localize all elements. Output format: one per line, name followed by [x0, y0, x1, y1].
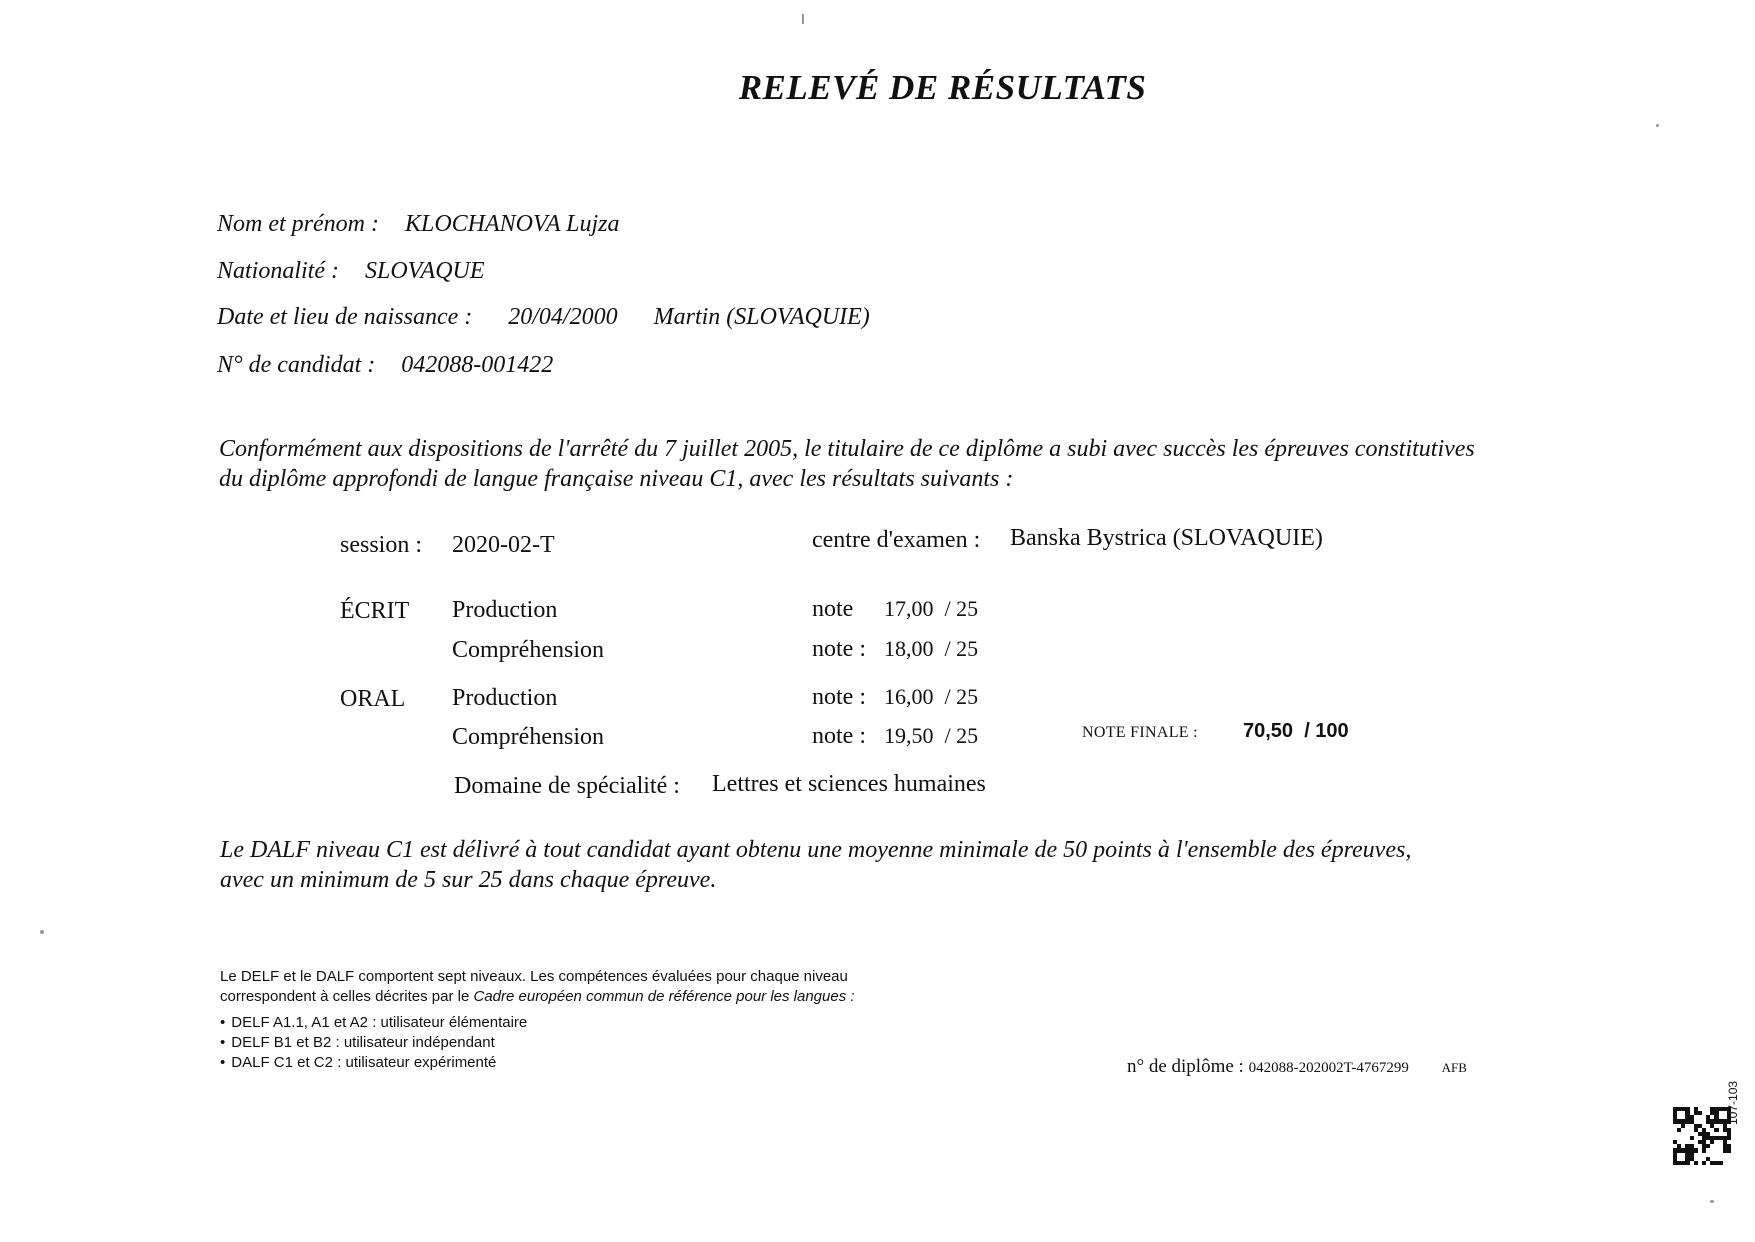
final-score-label: NOTE FINALE : [1082, 724, 1198, 741]
oral-production-score [884, 684, 978, 710]
scan-speck [40, 930, 44, 934]
cefr-reference: Cadre européen commun de référence pour les langues : [473, 988, 855, 1005]
levels-footer [220, 967, 855, 1073]
level-item: • DELF B1 et B2 : utilisateur indépendant [220, 1033, 855, 1053]
score-max: / 25 [944, 636, 979, 661]
score-value: 17,00 [884, 596, 934, 621]
session-value: 2020-02-T [452, 532, 555, 558]
qr-code-icon [1673, 1107, 1731, 1165]
vertical-code: 107-103 [1726, 1080, 1740, 1125]
birth-row [217, 304, 870, 331]
level-item: • DALF C1 et C2 : utilisateur expérimenté [220, 1053, 855, 1073]
intro-line-1: Conformément aux dispositions de l'arrêté du 7 juillet 2005, le titulaire de ce diplôme a subi avec succès les épreuves constitutives [219, 436, 1475, 462]
score-value: 18,00 [884, 636, 934, 661]
footer-line-2-text: correspondent à celles décrites par le [220, 988, 470, 1005]
level-item: • DELF A1.1, A1 et A2 : utilisateur élémentaire [220, 1013, 855, 1033]
final-score-value: 70,50 [1243, 720, 1294, 742]
candidate-number-label: N° de candidat : [217, 352, 376, 378]
exam-center-value: Banska Bystrica (SLOVAQUIE) [1010, 525, 1323, 551]
rule-line-1: Le DALF niveau C1 est délivré à tout candidat ayant obtenu une moyenne minimale de 50 points à l'ensemble des épreuves, [220, 837, 1412, 863]
qr-module [1727, 1161, 1731, 1165]
oral-production-skill: Production [452, 685, 558, 711]
ecrit-comprehension-skill: Compréhension [452, 637, 604, 663]
final-score-max: / 100 [1304, 720, 1349, 742]
score-value: 19,50 [884, 723, 934, 748]
score-max: / 25 [944, 723, 979, 748]
ecrit-production-score [884, 596, 978, 622]
exam-center-label: centre d'examen : [812, 527, 981, 553]
nationality-row [217, 258, 485, 285]
ecrit-comprehension-note-label: note : [812, 636, 866, 662]
candidate-number-value: 042088-001422 [401, 352, 554, 378]
intro-line-2: du diplôme approfondi de langue française niveau C1, avec les résultats suivants : [219, 466, 1014, 492]
levels-list [220, 1013, 855, 1073]
ecrit-production-note-label: note [812, 596, 854, 622]
rule-line-2: avec un minimum de 5 sur 25 dans chaque épreuve. [220, 867, 717, 893]
final-score [1243, 720, 1349, 743]
oral-comprehension-note-label: note : [812, 723, 866, 749]
nationality-value: SLOVAQUE [365, 258, 485, 284]
session-label: session : [340, 532, 423, 558]
footer-line-2 [220, 987, 855, 1007]
score-max: / 25 [944, 596, 979, 621]
diploma-number: 042088-202002T-4767299 [1248, 1060, 1409, 1076]
ecrit-comprehension-score [884, 636, 978, 662]
name-row [217, 211, 619, 238]
score-max: / 25 [944, 684, 979, 709]
rule-paragraph [220, 835, 1411, 895]
birth-label: Date et lieu de naissance : [217, 304, 473, 330]
name-label: Nom et prénom : [217, 211, 379, 237]
ecrit-production-skill: Production [452, 597, 558, 623]
oral-label: ORAL [340, 686, 406, 712]
diploma-number-row [1127, 1056, 1467, 1078]
footer-line-1: Le DELF et le DALF comportent sept niveaux. Les compétences évaluées pour chaque niveau [220, 968, 848, 985]
oral-production-note-label: note : [812, 684, 866, 710]
score-value: 16,00 [884, 684, 934, 709]
diploma-label: n° de diplôme : [1127, 1056, 1244, 1077]
name-value: KLOCHANOVA Lujza [404, 211, 620, 237]
scan-speck [1656, 124, 1659, 127]
oral-comprehension-skill: Compréhension [452, 724, 604, 750]
birth-place: Martin (SLOVAQUIE) [653, 304, 870, 330]
intro-paragraph [219, 434, 1475, 494]
specialty-value: Lettres et sciences humaines [712, 771, 986, 797]
birth-date: 20/04/2000 [508, 304, 618, 330]
specialty-label: Domaine de spécialité : [454, 773, 680, 799]
oral-comprehension-score [884, 723, 978, 749]
ecrit-label: ÉCRIT [340, 598, 410, 624]
document-title: RELEVÉ DE RÉSULTATS [738, 68, 1147, 107]
candidate-number-row [217, 352, 553, 379]
scan-speck [802, 14, 804, 24]
nationality-label: Nationalité : [217, 258, 339, 284]
diploma-code: AFB [1441, 1060, 1467, 1075]
scan-speck [1710, 1200, 1714, 1203]
